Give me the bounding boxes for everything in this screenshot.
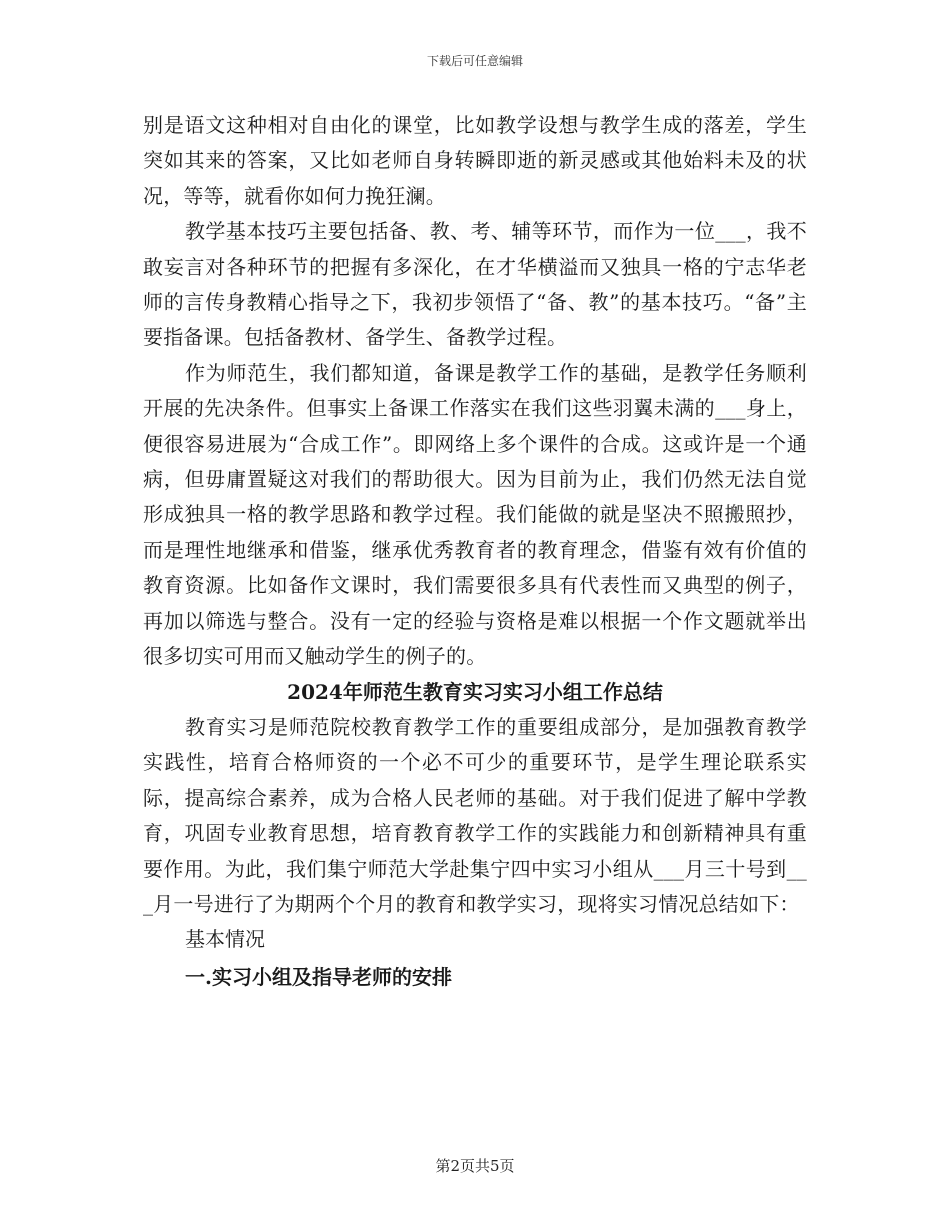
subheading-basic-info: 基本情况 xyxy=(185,927,265,952)
paragraph-teaching-skills: 教学基本技巧主要包括备、教、考、辅等环节，而作为一位___，我不敢妄言对各种环节的把握有多深化，在才华横溢而又独具一格的宁志华老师的言传身教精心指导之下，我初步领悟了“备、教”的基本技巧。“备”主要指备课。包括备教材、备学生、备教学过程。 xyxy=(143,219,807,350)
page-number: 第2页共5页 xyxy=(435,1157,515,1175)
paragraph-continuation: 别是语文这种相对自由化的课堂，比如教学设想与教学生成的落差，学生突如其来的答案，又比如老师自身转瞬即逝的新灵感或其他始料未及的状况，等等，就看你如何力挽狂澜。 xyxy=(143,113,807,208)
header-note: 下载后可任意编辑 xyxy=(426,54,523,68)
paragraph-internship-intro: 教育实习是师范院校教育教学工作的重要组成部分，是加强教育教学实践性，培育合格师资的一个必不可少的重要环节，是学生理论联系实际，提高综合素养，成为合格人民老师的基础。对于我们促进了解中学教育，巩固专业教育思想，培育教育教学工作的实践能力和创新精神具有重要作用。为此，我们集宁师范大学赴集宁四中实习小组从___月三十号到___月一号进行了为期两个个月的教育和教学实习，现将实习情况总结如下： xyxy=(143,714,807,916)
section-title: 2024年师范生教育实习实习小组工作总结 xyxy=(287,679,663,704)
paragraph-lesson-prep: 作为师范生，我们都知道，备课是教学工作的基础，是教学任务顺利开展的先决条件。但事实上备课工作落实在我们这些羽翼未满的___身上，便很容易进展为“合成工作”。即网络上多个课件的合成。这或许是一个通病，但毋庸置疑这对我们的帮助很大。因为目前为止，我们仍然无法自觉形成独具一格的教学思路和教学过程。我们能做的就是坚决不照搬照抄，而是理性地继承和借鉴，继承优秀教育者的教育理念，借鉴有效有价值的教育资源。比如备作文课时，我们需要很多具有代表性而又典型的例子，再加以筛选与整合。没有一定的经验与资格是难以根据一个作文题就举出很多切实可用而又触动学生的例子的。 xyxy=(143,360,807,669)
document-body xyxy=(143,108,807,996)
subheading-group-arrangement: 一.实习小组及指导老师的安排 xyxy=(185,964,452,989)
